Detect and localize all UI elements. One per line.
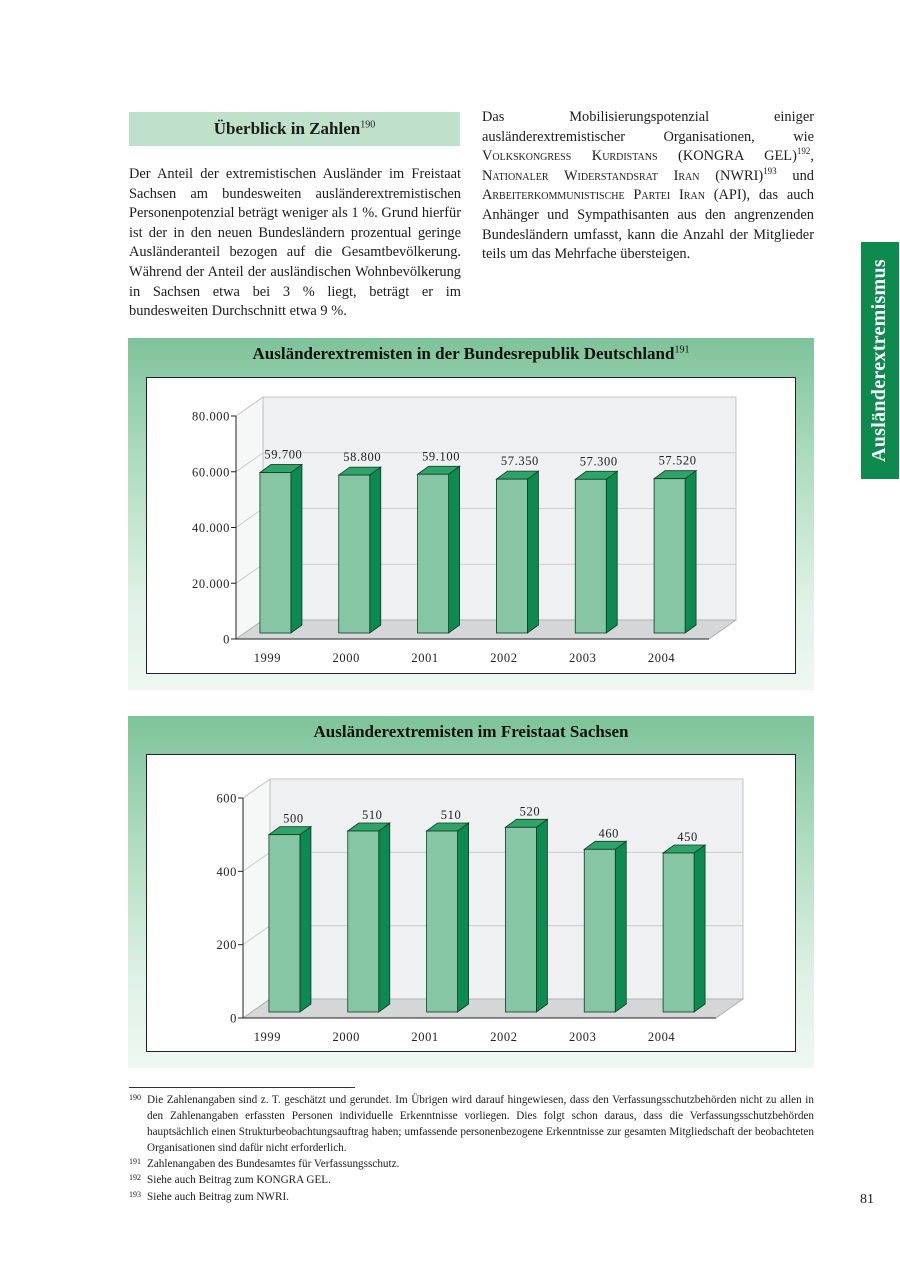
bar [348, 831, 379, 1012]
x-tick-label: 2004 [647, 651, 676, 665]
footnote [129, 1172, 814, 1188]
data-label: 58.800 [343, 450, 382, 465]
y-tick-label: 0 [223, 632, 230, 647]
chart-side-wall [243, 779, 270, 1018]
chart-title: Ausländerextremisten im Freistaat Sachsen [313, 722, 629, 741]
org-name: Nationaler Widerstandsrat Iran [482, 167, 700, 184]
y-tick-label: 0 [230, 1011, 237, 1026]
y-tick-label: 60.000 [192, 465, 230, 480]
data-label: 57.350 [500, 454, 539, 469]
footnote-text: Zahlenangaben des Bundesamtes für Verfassungsschutz. [147, 1158, 400, 1171]
bar-side [536, 819, 547, 1012]
footnote-ref[interactable]: 192 [796, 146, 811, 157]
footnote-number: 190 [129, 1093, 141, 1102]
page-number: 81 [860, 1192, 874, 1207]
y-tick-label: 80.000 [192, 409, 230, 424]
bar [269, 835, 300, 1012]
footnote-text: Die Zahlenangaben sind z. T. geschätzt und gerundet. Im Übrigen wird darauf hingewiesen, dass den Verfassungsschutzbehörden nicht zu allen in den Zahlenangaben erfassten Personen individuelle Erkenntnisse vorliegen. Dies folgt schon daraus, dass die Verfassungsschutzbehörden hauptsächlich einen Strukturbeobachtungsauftrag haben; umfassende personenbezogene Erkenntnisse zur gesamten Mitgliedschaft der beobachteten Organisationen sind dafür nicht erforderlich. [147, 1094, 814, 1155]
bar [663, 853, 694, 1012]
y-tick-label: 400 [216, 864, 237, 879]
data-label: 450 [677, 830, 698, 844]
body-paragraph-right: Das Mobilisierungspotenzial einiger ausländerextremistischer Organisationen, wie Volkskongress Kurdistans (KONGRA GEL)$^{192}$, Nationaler Widerstandsrat Iran (NWRI)$^{193}$ und Arbeiterkommunistische Partei Iran (API), das auch Anhänger und Sympathisanten aus den angrenzenden Bundesländern umfasst, kann die Anzahl der Mitglieder teils um das Mehrfache übersteigen. [482, 109, 814, 263]
footnote-text: Siehe auch Beitrag zum KONGRA GEL. [147, 1174, 331, 1187]
footnote-ref[interactable]: 191 [674, 344, 690, 356]
x-tick-label: 2003 [569, 1030, 597, 1044]
footnote [129, 1092, 814, 1156]
org-name: Volkskongress Kurdistans [482, 148, 658, 165]
bar-side [606, 471, 617, 633]
y-tick-label: 200 [216, 938, 237, 953]
section-heading: Überblick in Zahlen$^{190}$ [213, 119, 376, 138]
bar-side [379, 823, 390, 1012]
footnote-rule [129, 1087, 355, 1088]
footnote [129, 1156, 814, 1172]
x-tick-label: 1999 [253, 1030, 282, 1044]
bar [496, 479, 527, 633]
footnote-text: Siehe auch Beitrag zum NWRI. [147, 1190, 289, 1203]
footnote-number: 192 [129, 1173, 141, 1183]
data-label: 500 [283, 811, 304, 826]
x-tick-label: 2000 [332, 651, 360, 665]
y-tick-label: 40.000 [192, 521, 230, 535]
bar-side [291, 465, 302, 633]
data-label: 510 [440, 808, 462, 822]
data-label: 510 [361, 808, 383, 822]
data-label: 57.300 [579, 454, 618, 469]
chart-panel-germany [128, 338, 814, 690]
bar [505, 827, 536, 1012]
data-label: 57.520 [658, 453, 697, 468]
chapter-side-tab-label: Ausländerextremismus [868, 258, 891, 463]
x-tick-label: 2003 [569, 651, 597, 665]
footnote-ref[interactable]: 190 [360, 119, 376, 131]
y-tick-label: 20.000 [192, 576, 230, 591]
bar [654, 479, 685, 633]
section-heading-box [129, 112, 460, 146]
chart-title: Ausländerextremisten in der Bundesrepublik Deutschland$^{191}$ [252, 344, 690, 363]
data-label: 520 [519, 804, 541, 819]
bar-chart-germany [146, 377, 796, 674]
bar-side [370, 467, 381, 633]
bar-side [300, 827, 311, 1012]
x-tick-label: 2002 [490, 651, 518, 665]
bar [575, 479, 606, 633]
bar-side [458, 823, 469, 1012]
x-tick-label: 2000 [332, 1030, 360, 1044]
bar [339, 475, 370, 633]
bar-side [615, 841, 626, 1012]
data-label: 59.100 [422, 449, 461, 464]
data-label: 460 [598, 826, 620, 841]
footnote [129, 1189, 814, 1205]
y-tick-label: 600 [216, 791, 237, 806]
footnotes [129, 1092, 814, 1205]
x-tick-label: 2001 [411, 651, 439, 665]
bar-chart-saxony [146, 754, 796, 1052]
footnote-ref[interactable]: 193 [763, 165, 777, 176]
chart-panel-saxony [128, 716, 814, 1068]
data-label: 59.700 [264, 447, 303, 462]
bar-side [449, 466, 460, 633]
x-tick-label: 2001 [411, 1030, 439, 1044]
bar-side [527, 471, 538, 633]
bar [584, 849, 615, 1012]
x-tick-label: 2002 [490, 1030, 518, 1044]
chapter-side-tab[interactable] [861, 242, 899, 479]
bar [427, 831, 458, 1012]
bar-side [685, 471, 696, 633]
bar-side [694, 845, 705, 1012]
bar [260, 473, 291, 633]
org-name: Arbeiterkommunistische Partei Iran [482, 187, 705, 204]
x-tick-label: 2004 [647, 1030, 676, 1044]
bar [418, 474, 449, 633]
footnote-number: 193 [129, 1189, 141, 1199]
x-tick-label: 1999 [253, 651, 282, 665]
body-paragraph-left: Der Anteil der extremistischen Ausländer im Freistaat Sachsen am bundesweiten ausländerextremistischen Personenpotenzial beträgt weniger als 1 %. Grund hierfür ist der in den neuen Bundesländern prozentual geringe Ausländeranteil bezogen auf die Gesamtbevölkerung. Während der Anteil der ausländischen Wohnbevölkerung in Sachsen etwa bei 3 % liegt, beträgt er im bundesweiten Durchschnitt etwa 9 %. [129, 166, 461, 320]
footnote-number: 191 [129, 1157, 141, 1167]
